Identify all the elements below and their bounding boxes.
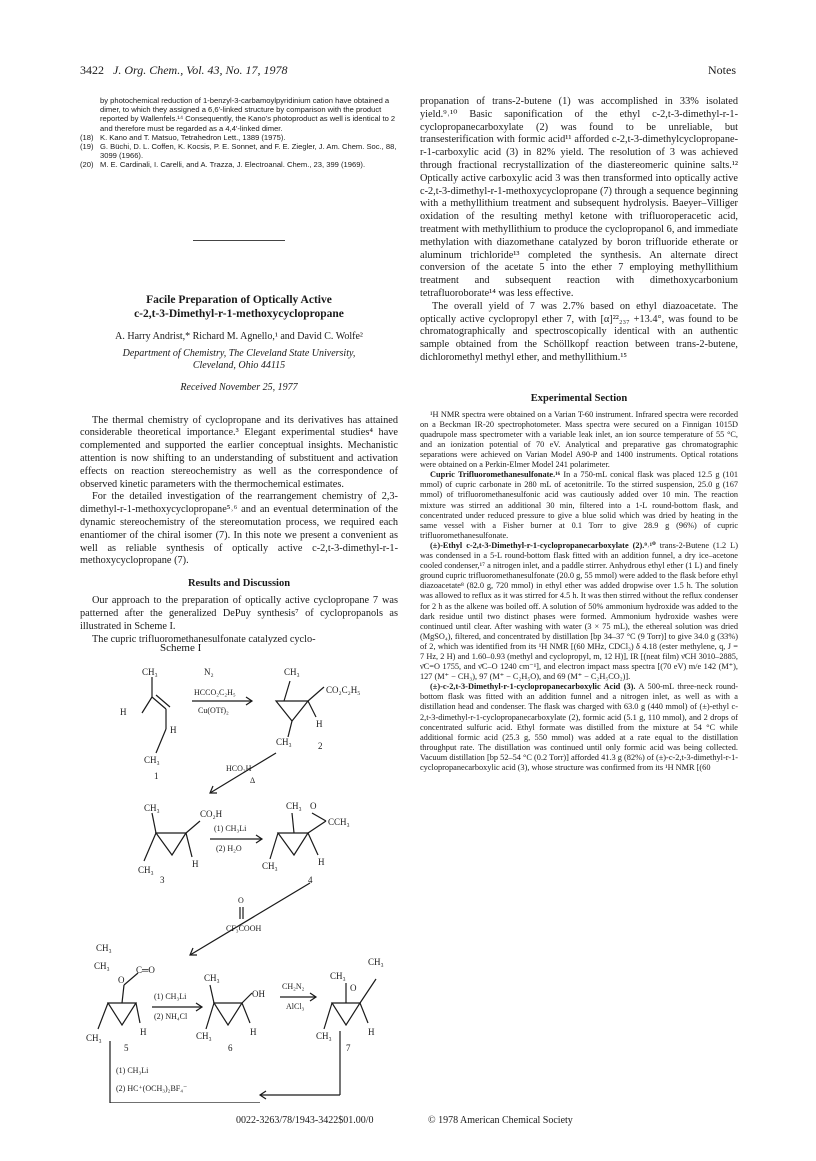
- article-title-line2: c-2,t-3-Dimethyl-r-1-methoxycyclopropane: [134, 307, 344, 320]
- ref-text: G. Büchi, D. L. Coffen, K. Kocsis, P. E. Sonnet, and F. E. Ziegler, J. Am. Chem. Soc., 88, 3099 (1966).: [100, 142, 397, 161]
- results-paragraph-2: The cupric trifluoromethanesulfonate catalyzed cyclo-: [92, 633, 316, 645]
- h-label: H: [318, 857, 325, 867]
- ref-number: (18): [80, 132, 94, 142]
- article-code: 0022-3263/78/1943-3422$01.00/0: [236, 1115, 374, 1126]
- compound-6-label: 6: [228, 1043, 233, 1053]
- ch3-label: CH₃: [144, 755, 160, 765]
- section-label: Notes: [708, 63, 736, 77]
- acid-label: CO₂H: [200, 809, 223, 819]
- right-column: [420, 96, 738, 773]
- affiliation-line2: Cleveland, Ohio 44115: [192, 359, 286, 371]
- h-label: H: [250, 1027, 257, 1037]
- reagent-mli-2: (1) CH₃Li: [154, 992, 187, 1001]
- reference-20: [80, 160, 398, 169]
- ether-oxygen: O: [350, 983, 357, 993]
- alt-reagent-1: (1) CH₃Li: [116, 1066, 149, 1075]
- experimental-paragraph-3: [420, 541, 738, 682]
- reagent-water: (2) H₂O: [216, 844, 242, 853]
- compound-4-label: 4: [308, 875, 313, 885]
- peracid-oxygen: O: [238, 896, 244, 905]
- ch3-label: CH₃: [96, 943, 112, 953]
- heat-label: Δ: [250, 776, 256, 785]
- reagent-mli-1: (1) CH₃Li: [214, 824, 247, 833]
- diazomethane-label: CH₂N₂: [282, 982, 305, 991]
- h-label: H: [368, 1027, 375, 1037]
- footnotes: [80, 96, 398, 170]
- note-continuation: by photochemical reduction of 1-benzyl-3-carbamoylpyridinium cation have obtained a dimer, to which they assigned a 6,6′-linked structure by comparison with the product reported by Wallenfels.¹⁴ Consequently, the Kano's photoproduct as well is identical to 2 and therefore must be regarded as a 4,4′-linked dimer.: [100, 96, 396, 133]
- ref-text: K. Kano and T. Matsuo, Tetrahedron Lett., 1389 (1975).: [100, 132, 286, 142]
- compound-1-label: 1: [154, 771, 159, 781]
- ch3-label: CH₃: [330, 971, 346, 981]
- alt-reagent-2: (2) HC⁺(OCH₃)₂BF₄⁻: [116, 1084, 188, 1093]
- ring-oxygen: O: [118, 975, 125, 985]
- results-heading: Results and Discussion: [187, 578, 291, 590]
- catalyst-label: Cu(OTf)₂: [198, 706, 229, 715]
- h-label: H: [170, 725, 177, 735]
- reference-18: [80, 133, 398, 142]
- compound-7-label: 7: [346, 1043, 351, 1053]
- ch3-label: CH₃: [262, 861, 278, 871]
- running-header: [80, 63, 288, 78]
- peracid-label: CF₃COOH: [226, 924, 262, 933]
- procedure-text: In a 750-mL conical flask was placed 12.5 g (101 mmol) of cupric carbonate in 280 mL of acetonitrile. To the stirred suspension, 25.0 g (167 mmol) of trifluoromethanesulfonic acid was cautiously added over 10 min. The reaction mixture was stirred an additional 30 min, filtered into a 1-L round-bottom flask, and concentrated under reduced pressure to give a blue solid which was dried by heating in the same vessel with a Fisher burner at 0.1 Torr to give 28.9 g (96%) of cupric trifluoromethanesulfonate.: [420, 470, 739, 540]
- experimental-paragraph-4: [420, 682, 738, 773]
- alcl3-label: AlCl₃: [286, 1002, 305, 1011]
- compound-5-label: 5: [124, 1043, 129, 1053]
- compound-3-label: 3: [160, 875, 165, 885]
- ch3-label: CH₃: [94, 961, 110, 971]
- carbonyl-label: C═O: [136, 965, 155, 975]
- intro-paragraph-1: The thermal chemistry of cyclopropane and its derivatives has attained considerable theoretical importance.³ Elegant experimental studies⁴ have complemented and supported the earlier conceptual insights. Mechanistic attention is now shifting to an understanding of substituent and activation effects on reaction stereochemistry as well as the correspondence of observed kinetic parameters with the thermochemical estimates.: [80, 414, 398, 490]
- left-column: [80, 96, 398, 646]
- authors: A. Harry Andrist,* Richard M. Agnello,¹ and David C. Wolfe²: [115, 330, 363, 342]
- right-paragraph-2: The overall yield of 7 was 2.7% based on ethyl diazoacetate. The optically active cyclopropyl ether 7, with [α]²²₂₃₇ +13.4°, was found to be chromatographically and spectroscopically identical with an authentic sample obtained from the Schöllkopf reaction between trans-2-butene, dichloromethyl methyl ether, and methyllithium.¹⁵: [420, 300, 738, 363]
- journal-citation: J. Org. Chem., Vol. 43, No. 17, 1978: [113, 63, 288, 77]
- affiliation-line1: Department of Chemistry, The Cleveland State University,: [122, 347, 356, 359]
- ch3-label: CH₃: [196, 1031, 212, 1041]
- page-number: 3422: [80, 63, 104, 77]
- ch3-label: CH₃: [138, 865, 154, 875]
- experimental-paragraph-1: ¹H NMR spectra were obtained on a Varian T-60 instrument. Infrared spectra were recorded on a Beckman IR-20 spectrophotometer. Mass spectra were secured on a Finnigan 1015D quadrupole mass spectrometer with a variable leak inlet, an ion source temperature of 55 °C, and an ionization potential of 70 eV. Analytical and preparative gas chromatographic separations were achieved on Varian Model A90-P and 1400 instruments. Optical rotations were obtained on a Perkin-Elmer Model 241 polarimeter.: [420, 409, 738, 470]
- acetyl-label: CCH₃: [328, 817, 350, 827]
- ch3-label: CH₃: [284, 667, 300, 677]
- ester-label: CO₂C₂H₅: [326, 685, 361, 695]
- compound-2-label: 2: [318, 741, 323, 751]
- ch3-label: CH₃: [316, 1031, 332, 1041]
- h-label: H: [140, 1027, 147, 1037]
- scheme-title: Scheme I: [160, 642, 202, 654]
- ch3-label: CH₃: [368, 957, 384, 967]
- ch3-label: CH₃: [144, 803, 160, 813]
- procedure-text: trans-2-Butene (1.2 L) was condensed in a 5-L round-bottom flask fitted with an addition funnel, a dry ice–acetone cooled condenser,¹⁷ a nitrogen inlet, and a paddle stirrer. Anhydrous ethyl ether (1 L) and finely ground cupric trifluoromethanesulfonate (20.0 g, 55 mmol) were added to the flask before ethyl diazoacetate⁸ (82.0 g, 720 mmol) in ethyl ether was added dropwise over 1.5 h. The solution was allowed to reflux as it was stirred for 4.5 h. It was then stirred without the reflux condenser for 2 h as the alkene was boiled off. A solution of 50% ammonium hydroxide was added to the dark residue until two distinct phases were formed. Ammonium hydroxide washes were continued until clear. After washing with water (3 × 75 mL), the ethereal solution was dried (MgSO₄), filtered, and concentrated by distillation [bp 34–37 °C (9 Torr)] to give 34.0 g (33%) of 2, which was identified from its ¹H NMR [(60 MHz, CDCl₃) δ 4.18 (ester methylene, q, J = 7 Hz, 2 H) and 1.60–0.93 (methyl and cyclopropyl, m, 12 H)], IR [(neat film) ν̄CH 3010–2885, ν̄C=O 1755, and ν̄C–O 1240 cm⁻¹], and electron impact mass spectra [(70 eV) m/e 142 (M⁺), 127 (M⁺ − CH₃), 97 (M⁺ − C₂H₅O), and 69 (M⁺ − C₂H₅CO₂)].: [420, 540, 738, 682]
- section-divider: [193, 240, 285, 241]
- reference-19: [80, 142, 398, 160]
- ch3-label: CH₃: [276, 737, 292, 747]
- procedure-heading: Cupric Trifluoromethanesulfonate.¹⁶: [430, 470, 561, 480]
- ketone-oxygen: O: [310, 801, 317, 811]
- procedure-heading: (±)-Ethyl c-2,t-3-Dimethyl-r-1-cyclopropanecarboxylate (2).⁹˒¹⁰: [430, 540, 656, 550]
- procedure-heading: (±)-c-2,t-3-Dimethyl-r-1-cyclopropanecarboxylic Acid (3).: [430, 682, 636, 692]
- reaction-scheme: [80, 633, 398, 1103]
- h-label: H: [120, 707, 127, 717]
- ch3-label: CH₃: [142, 667, 158, 677]
- formic-acid-label: HCO₂H: [226, 764, 252, 773]
- procedure-text: A 500-mL three-neck round-bottom flask was fitted with an addition funnel and a nitrogen inlet, as well as with a distillation head and condenser. The flask was charged with 63.0 g (440 mmol) of (±)-ethyl c-2,t-3-dimethyl-r-1-cyclopropanecarboxylate (2), formic acid (5.1 g, 110 mmol), and 2 drops of concentrated sulfuric acid. Ethyl formate was distilled from the mixture at 54 °C while additional formic acid (25.3 g, 550 mmol) was added at a rate equal to the distillation throughput rate. The distillation was continued until only formic acid was being collected. Vacuum distillation [bp 52–54 °C (0.2 Torr)] afforded 41.3 g (82%) of (±)-c-2,t-3-dimethyl-r-1-cyclopropanecarboxylic acid (3), whose structure was confirmed from its ¹H NMR [(60: [420, 682, 739, 773]
- ch3-label: CH₃: [286, 801, 302, 811]
- ch3-label: CH₃: [204, 973, 220, 983]
- hydroxyl-label: OH: [252, 989, 265, 999]
- reagent-nh4cl: (2) NH₄Cl: [154, 1012, 188, 1021]
- right-paragraph-1: propanation of trans-2-butene (1) was accomplished in 33% isolated yield.⁹˒¹⁰ Basic saponification of the ethyl c-2,t-3-dimethyl-r-1-cyclopropanecarboxylate (2) was found to be unreliable, but transesterification with formic acid¹¹ afforded c-2,t-3-dimethylcyclopropane-r-1-carboxylic acid (3) in 82% yield. The resolution of 3 was achieved through fractional recrystallization of the diastereomeric quinine salts.¹² Optically active carboxylic acid 3 was then transformed into optically active c-2,t-3-dimethyl-r-1-methoxycyclopropane (7) through a sequence beginning with a methyllithium treatment and subsequent hydrolysis. Baeyer–Villiger oxidation of the resulting methyl ketone with trifluoroperacetic acid, treatment with methyllithium to produce the cyclopropanol 6, and immediate methylation with diazomethane catalyzed by boron trifluoride etherate or aluminum trichloride¹³ completed the synthesis. An alternate direct conversion of the acetate 5 into the ether 7 employing methyllithium treatment and subsequent reaction with dimethoxycarbonium tetrafluoroborate¹⁴ was less effective.: [420, 96, 738, 299]
- ref-text: M. E. Cardinali, I. Carelli, and A. Trazza, J. Electroanal. Chem., 23, 399 (1969).: [100, 160, 366, 170]
- h-label: H: [192, 859, 199, 869]
- ch3-label: CH₃: [86, 1033, 102, 1043]
- n2-label: N₂: [204, 667, 214, 677]
- scheme-figure: [80, 633, 398, 1103]
- results-paragraph-1: Our approach to the preparation of optically active cyclopropane 7 was patterned after the generalized DePuy synthesis⁷ of cyclopropanols as illustrated in Scheme I.: [80, 595, 398, 632]
- h-label: H: [316, 719, 323, 729]
- intro-paragraph-2: For the detailed investigation of the rearrangement chemistry of 2,3-dimethyl-r-1-methoxycyclopropane⁵˒⁶ and an eventual determination of the dynamic stereochemistry of the stereomutation process, we required each enantiomer of the chiral isomer (7). In this note we present a convenient as well as reliable synthesis of optically active c-2,t-3-dimethyl-r-1-methoxycyclopropane (7).: [80, 491, 398, 567]
- copyright: © 1978 American Chemical Society: [428, 1115, 573, 1126]
- ref-number: (20): [80, 160, 94, 170]
- article-title-line1: Facile Preparation of Optically Active: [146, 293, 332, 306]
- experimental-paragraph-2: [420, 470, 738, 541]
- received-date: Received November 25, 1977: [180, 381, 298, 393]
- diazoacetate-label: HCCO₂C₂H₅: [194, 688, 236, 697]
- ref-number: (19): [80, 142, 94, 152]
- experimental-heading: Experimental Section: [530, 392, 628, 404]
